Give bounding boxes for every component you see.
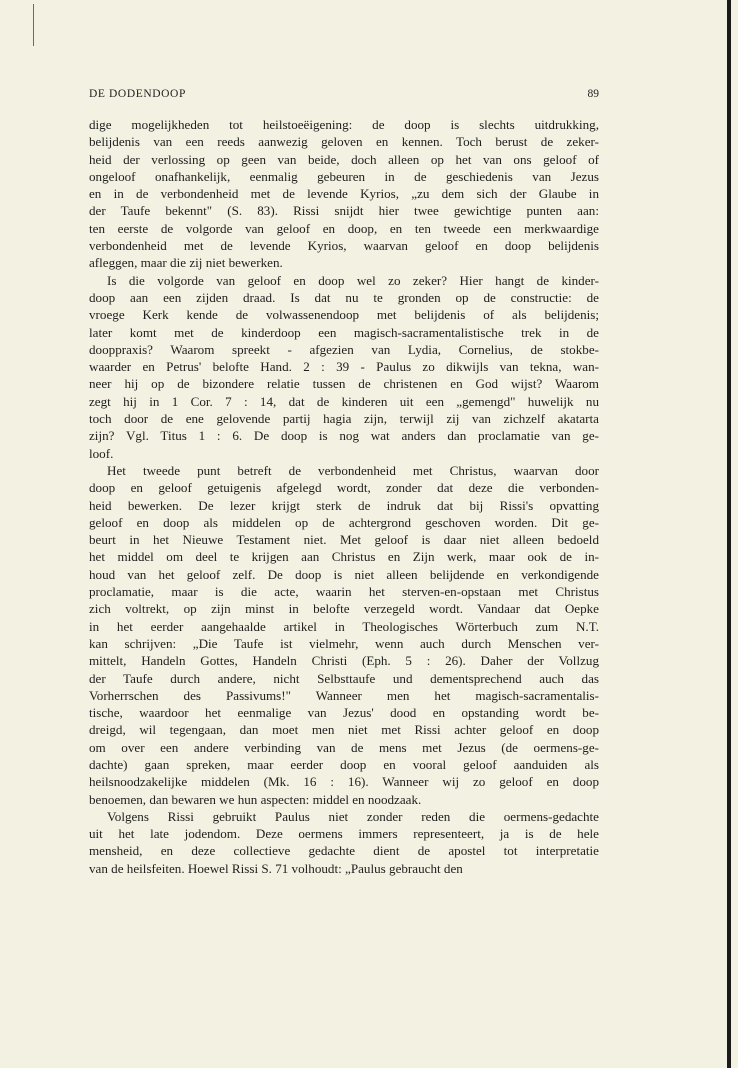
text-line: zijn? Vgl. Titus 1 : 6. De doop is nog wat anders dan proclamatie van ge-	[89, 428, 599, 444]
text-line: doop en geloof getuigenis afgelegd wordt, zonder dat deze die verbonden-	[89, 480, 599, 496]
text-line: loof.	[89, 445, 114, 461]
text-line: ten eerste de volgorde van geloof en doop, en ten tweede een merkwaardige	[89, 220, 599, 236]
text-line: heid bewerken. De lezer krijgt sterk de indruk dat bij Rissi's opvatting	[89, 497, 599, 513]
text-line: heilsnoodzakelijke middelen (Mk. 16 : 16). Wanneer wij zo geloof en doop	[89, 774, 599, 790]
text-line: om over een andere verbinding van de mens met Jezus (de oermens-ge-	[89, 739, 599, 755]
text-line: tische, waardoor het eenmalige van Jezus' dood en opstanding wordt be-	[89, 705, 599, 721]
page-header	[89, 88, 599, 106]
paragraph	[89, 462, 599, 808]
text-line: en in de verbondenheid met de levende Kyrios, „zu dem sich der Glaube in	[89, 186, 599, 202]
text-line: van de heilsfeiten. Hoewel Rissi S. 71 volhoudt: „Paulus gebraucht den	[89, 860, 463, 876]
body-text	[89, 116, 599, 877]
text-line: geloof en doop als middelen op de achtergrond geschoven worden. Dit ge-	[89, 514, 599, 530]
text-line: dige mogelijkheden tot heilstoeëigening: de doop is slechts uitdrukking,	[89, 117, 599, 132]
text-line: mittelt, Handeln Gottes, Handeln Christi (Eph. 5 : 26). Daher der Vollzug	[89, 653, 599, 669]
text-line: mensheid, en deze collectieve gedachte dient de apostel tot interpretatie	[89, 843, 599, 859]
text-line: ongeloof onafhankelijk, eenmalig gebeuren in de geschiedenis van Jezus	[89, 168, 599, 184]
text-line: dachte) gaan spreken, maar eerder doop en vooral geloof aanduiden als	[89, 756, 599, 772]
text-line: der Taufe durch andere, nicht Selbsttaufe und dementsprechend auch das	[89, 670, 599, 686]
text-line: neer hij op de bizondere relatie tussen de christenen en God wijst? Waarom	[89, 376, 599, 392]
text-line: dooppraxis? Waarom spreekt - afgezien van Lydia, Cornelius, de stokbe-	[89, 341, 599, 357]
text-line: later komt met de kinderdoop een magisch-sacramentalistische trek in de	[89, 324, 599, 340]
scan-edge-mark	[33, 4, 34, 46]
text-line: kan schrijven: „Die Taufe ist vielmehr, wenn auch durch Menschen ver-	[89, 635, 599, 651]
text-line: verbondenheid met de levende Kyrios, waarvan geloof en doop belijdenis	[89, 238, 599, 254]
text-line: houd van het geloof zelf. De doop is niet alleen belijdende en verkondigende	[89, 566, 599, 582]
text-line: in het eerder aangehaalde artikel in Theologisches Wörterbuch zum N.T.	[89, 618, 599, 634]
text-line: uit het late jodendom. Deze oermens immers representeert, ja is de hele	[89, 826, 599, 842]
paragraph	[89, 272, 599, 462]
text-line: het middel om deel te krijgen aan Christus en Zijn werk, maar ook de in-	[89, 549, 599, 565]
text-line: belijdenis van een reeds aanwezig geloven en kennen. Toch berust de zeker-	[89, 134, 599, 150]
paragraph	[89, 808, 599, 877]
text-line: waarder en Petrus' belofte Hand. 2 : 39 - Paulus zo dikwijls van tekna, wan-	[89, 359, 599, 375]
text-line: zich voltrekt, op zijn minst in belofte verzegeld wordt. Vandaar dat Oepke	[89, 601, 599, 617]
text-line: zegt hij in 1 Cor. 7 : 14, dat de kinderen uit een „gemengd" huwelijk nu	[89, 393, 599, 409]
text-line: der Taufe bekennt" (S. 83). Rissi snijdt hier twee gewichtige punten aan:	[89, 203, 599, 219]
text-line: Volgens Rissi gebruikt Paulus niet zonder reden die oermens-gedachte	[107, 808, 599, 824]
scan-page-edge	[727, 0, 731, 1068]
text-line: proclamatie, maar is die acte, waarin het sterven-en-opstaan met Christus	[89, 584, 599, 600]
running-head: DE DODENDOOP	[89, 88, 186, 100]
text-line: Vorherrschen des Passivums!" Wanneer men het magisch-sacramentalis-	[89, 687, 599, 703]
text-line: dreigd, wil tegengaan, dan moet men niet met Rissi achter geloof en doop	[89, 722, 599, 738]
paragraph	[89, 116, 599, 272]
text-line: beurt in het Nieuwe Testament niet. Met geloof is daar niet alleen bedoeld	[89, 532, 599, 548]
text-line: Is die volgorde van geloof en doop wel zo zeker? Hier hangt de kinder-	[107, 272, 599, 288]
text-line: afleggen, maar die zij niet bewerken.	[89, 255, 283, 271]
text-line: doop aan een zijden draad. Is dat nu te gronden op de constructie: de	[89, 289, 599, 305]
text-line: vroege Kerk kende de volwassenendoop met belijdenis of als belijdenis;	[89, 307, 599, 323]
text-line: toch door de ene gelovende partij hagia zijn, terwijl zij van zichzelf akatarta	[89, 411, 599, 427]
page-number: 89	[587, 88, 599, 100]
text-line: heid der verlossing op geen van beide, doch alleen op het van ons geloof of	[89, 151, 599, 167]
text-line: Het tweede punt betreft de verbondenheid met Christus, waarvan door	[107, 462, 599, 478]
text-line: benoemen, dan bewaren we hun aspecten: middel en noodzaak.	[89, 791, 422, 807]
